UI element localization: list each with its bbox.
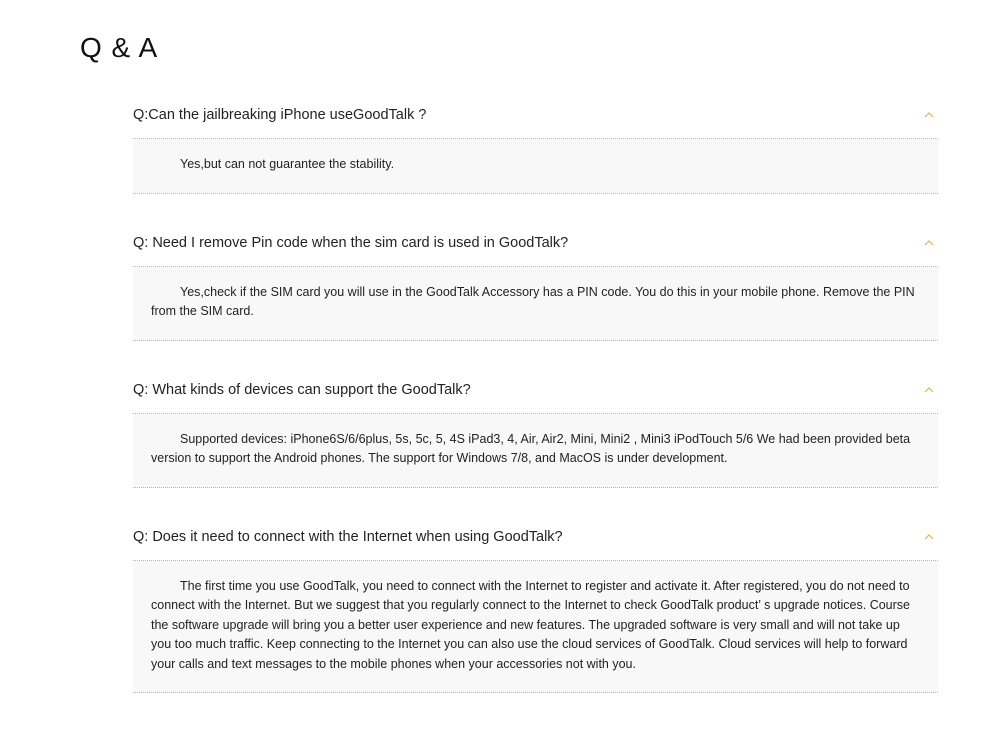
chevron-up-icon[interactable] xyxy=(922,236,936,250)
faq-question-4[interactable] xyxy=(133,514,938,561)
faq-question-text: Q: What kinds of devices can support the GoodTalk? xyxy=(133,381,471,398)
faq-answer-3 xyxy=(133,414,938,488)
faq-answer-2 xyxy=(133,267,938,341)
faq-answer-text: Yes,but can not guarantee the stability. xyxy=(180,157,395,171)
faq-question-text: Q: Need I remove Pin code when the sim card is used in GoodTalk? xyxy=(133,234,569,251)
chevron-up-icon[interactable] xyxy=(922,383,936,397)
faq-question-text: Q: Does it need to connect with the Internet when using GoodTalk? xyxy=(133,528,563,545)
faq-answer-1 xyxy=(133,139,938,194)
faq-question-2[interactable] xyxy=(133,220,938,267)
faq-question-3[interactable] xyxy=(133,367,938,414)
chevron-up-icon[interactable] xyxy=(922,530,936,544)
faq-question-text: Q:Can the jailbreaking iPhone useGoodTalk ? xyxy=(133,107,427,123)
page-title: Q & A xyxy=(80,32,159,63)
faq-item-4 xyxy=(133,514,938,694)
faq-answer-text: Yes,check if the SIM card you will use in the GoodTalk Accessory has a PIN code. You do this in your mobile phone. Remove the PIN from the SIM card. xyxy=(151,284,915,318)
faq-item-2 xyxy=(133,220,938,341)
faq-answer-text: The first time you use GoodTalk, you need to connect with the Internet to register and activate it. After registered, you do not need to connect with the Internet. But we suggest that you regularly connect to the Internet to check GoodTalk product’ s upgrade notices. Course the software upgrade will bring you a better user experience and new features. The upgraded software is very small and will not take up you too much traffic. Keep connecting to the Internet you can also use the cloud services of GoodTalk. Cloud services will help to forward your calls and text messages to the mobile phones when your accessories not with you. xyxy=(151,578,911,671)
faq-answer-4 xyxy=(133,561,938,694)
faq-list xyxy=(133,92,938,693)
chevron-up-icon[interactable] xyxy=(922,108,936,122)
faq-answer-text: Supported devices: iPhone6S/6/6plus, 5s, 5c, 5, 4S iPad3, 4, Air, Air2, Mini, Mini2 , Mini3 iPodTouch 5/6 We had been provided beta version to support the Android phones. The support for Windows 7/8, and MacOS is under development. xyxy=(151,431,911,465)
faq-question-1[interactable] xyxy=(133,92,938,139)
faq-item-1 xyxy=(133,92,938,194)
faq-item-3 xyxy=(133,367,938,488)
